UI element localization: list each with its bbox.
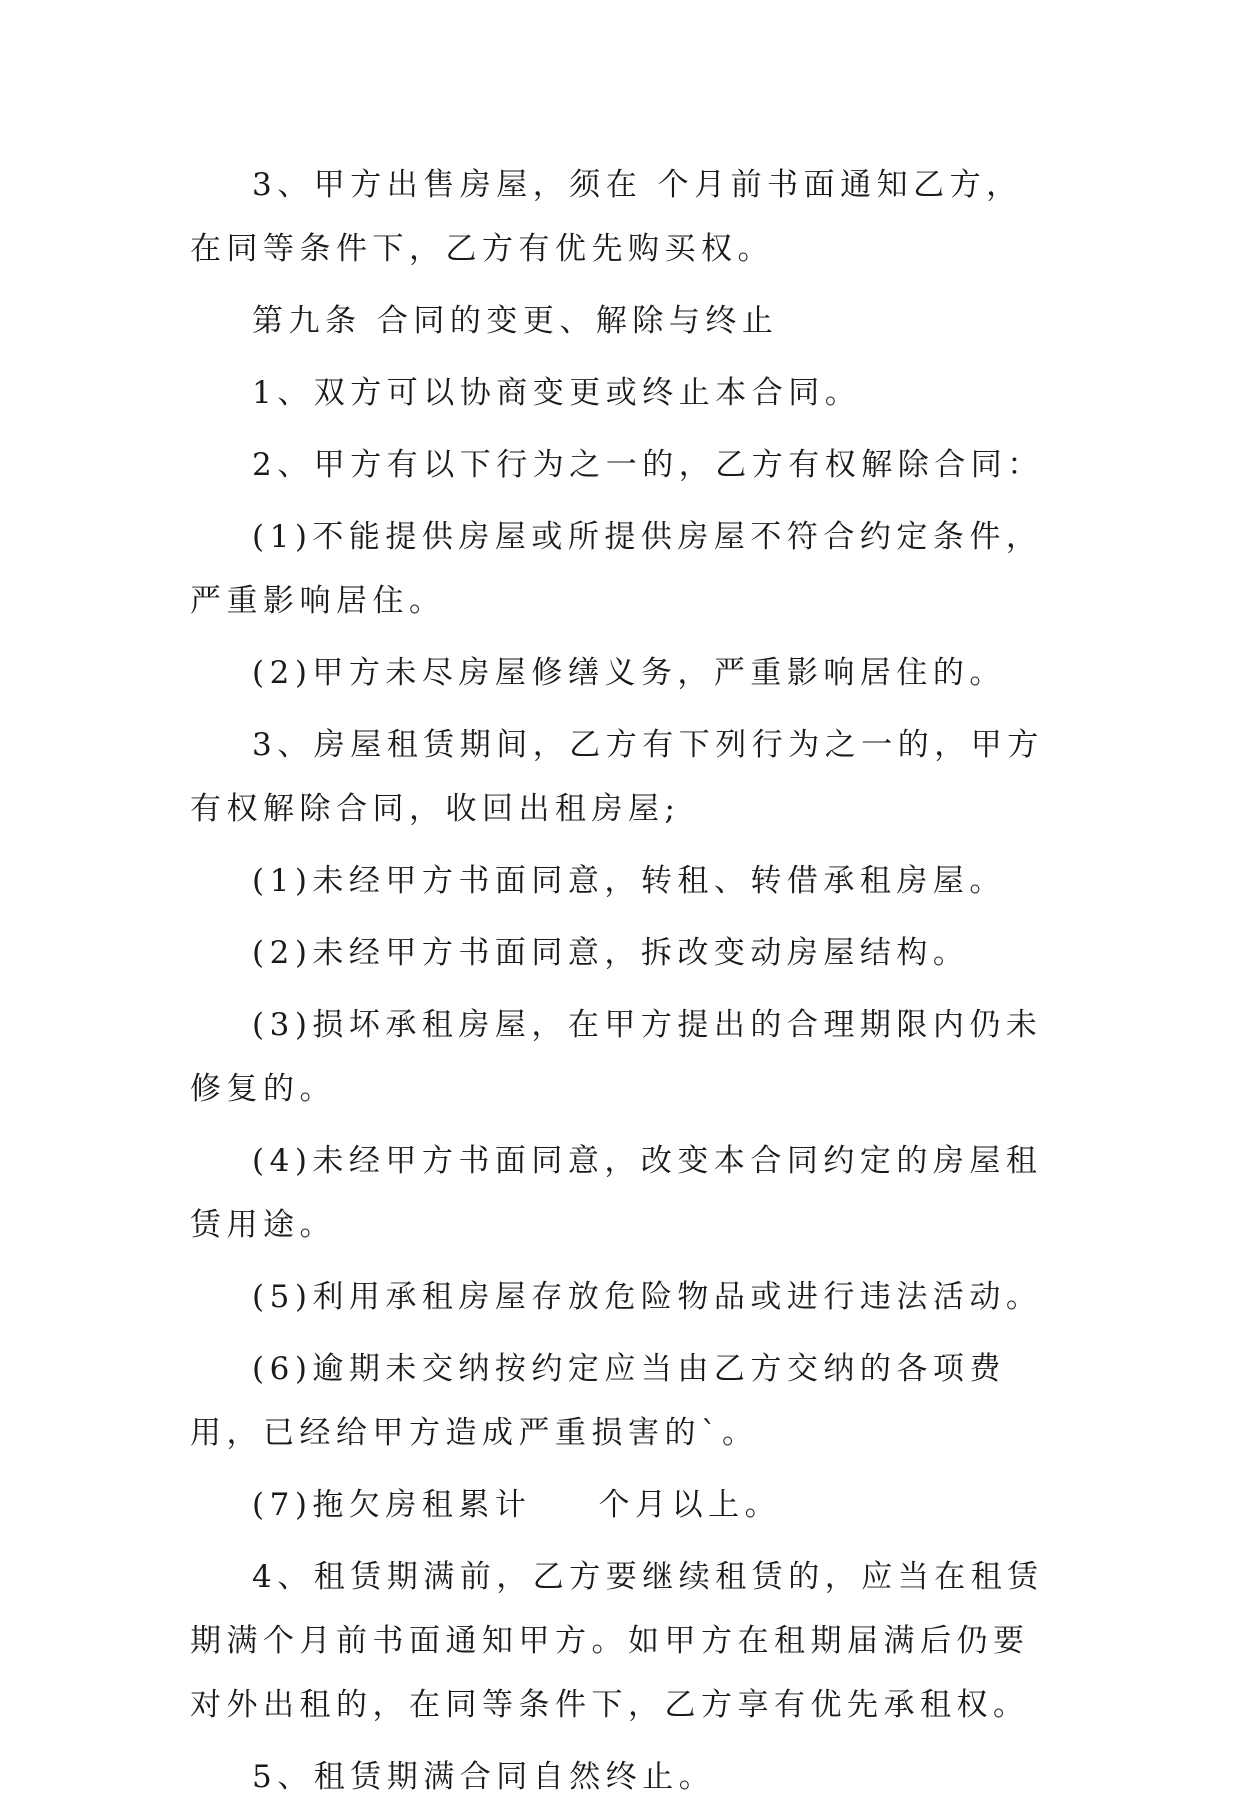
clause-9-item-3-sub-4: (4)未经甲方书面同意，改变本合同约定的房屋租赁用途。	[190, 1143, 1043, 1243]
clause-9-item-3-sub-3: (3)损坏承租房屋，在甲方提出的合理期限内仍未修复的。	[190, 1007, 1043, 1107]
clause-9-item-2-sub-1: (1)不能提供房屋或所提供房屋不符合约定条件，严重影响居住。	[190, 519, 1043, 619]
clause-9-item-3-sub-2: (2)未经甲方书面同意，拆改变动房屋结构。	[252, 935, 970, 971]
clause-9-item-2-sub-2: (2)甲方未尽房屋修缮义务，严重影响居住的。	[252, 655, 1006, 691]
clause-9-item-4: 4、租赁期满前，乙方要继续租赁的，应当在租赁期满个月前书面通知甲方。如甲方在租期届满后仍要对外出租的，在同等条件下，乙方享有优先承租权。	[190, 1559, 1044, 1723]
article-9-heading: 第九条 合同的变更、解除与终止	[252, 303, 779, 339]
clause-9-item-3: 3、房屋租赁期间，乙方有下列行为之一的，甲方有权解除合同，收回出租房屋;	[190, 727, 1044, 827]
clause-9-item-5: 5、租赁期满合同自然终止。	[252, 1759, 716, 1795]
clause-8-item-3: 3、甲方出售房屋，须在 个月前书面通知乙方，在同等条件下，乙方有优先购买权。	[190, 167, 1023, 267]
clause-9-item-3-sub-7: (7)拖欠房租累计 个月以上。	[252, 1487, 782, 1523]
clause-9-item-3-sub-6: (6)逾期未交纳按约定应当由乙方交纳的各项费用，已经给甲方造成严重损害的`。	[190, 1351, 1006, 1451]
clause-9-item-2: 2、甲方有以下行为之一的，乙方有权解除合同：	[252, 447, 1044, 483]
clause-9-item-3-sub-5: (5)利用承租房屋存放危险物品或进行违法活动。	[252, 1279, 1043, 1315]
clause-9-item-3-sub-1: (1)未经甲方书面同意，转租、转借承租房屋。	[252, 863, 1006, 899]
clause-9-item-1: 1、双方可以协商变更或终止本合同。	[252, 375, 862, 411]
